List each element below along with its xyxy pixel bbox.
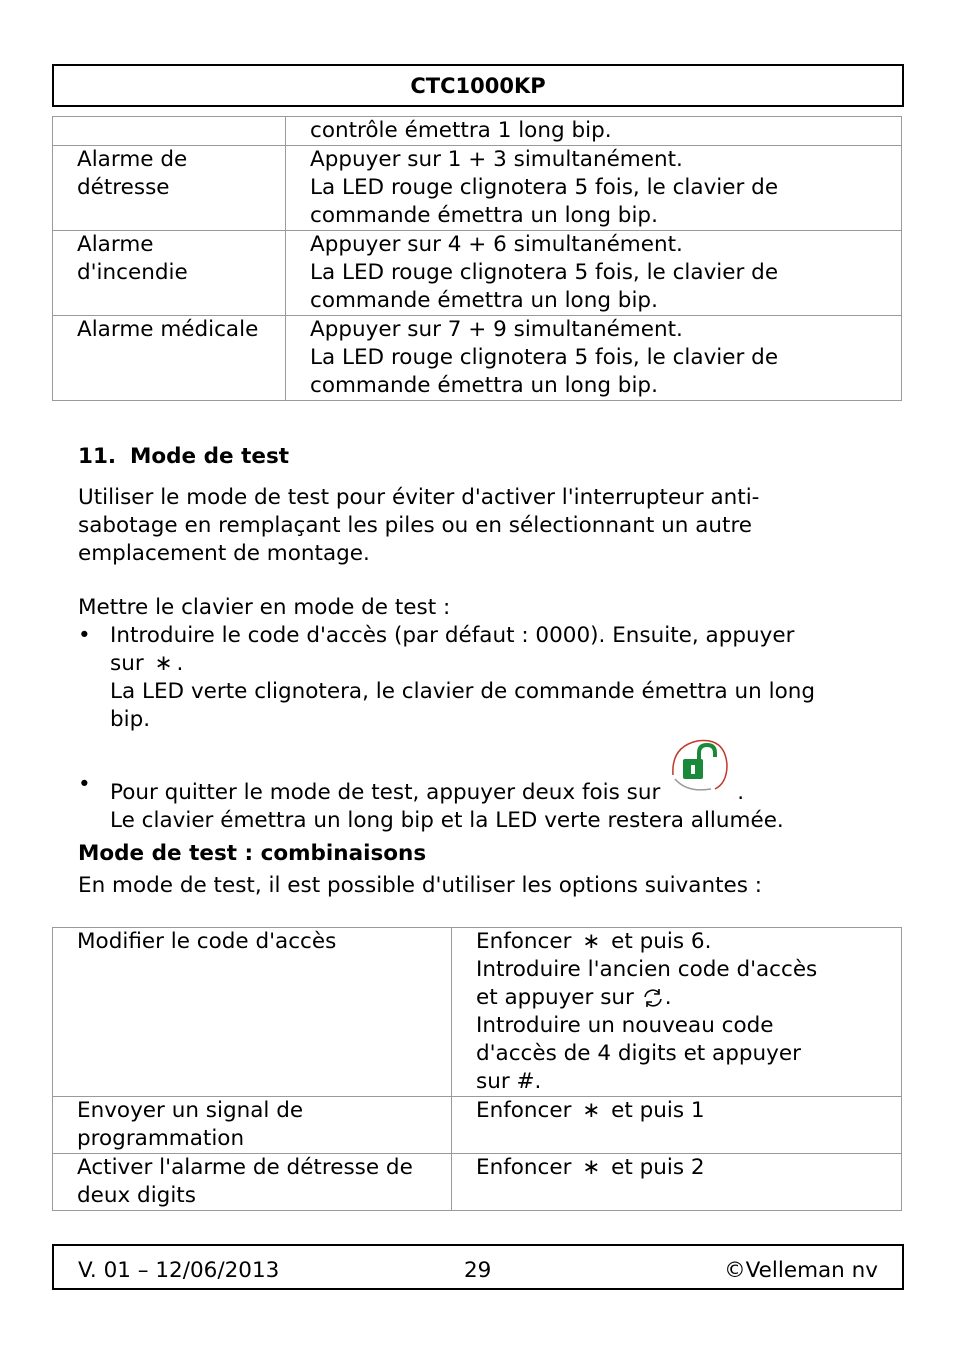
- bullet-dot: •: [78, 623, 91, 648]
- table-row: [53, 146, 902, 231]
- table-cell-desc: Appuyer sur 4 + 6 simultanément. La LED rouge clignotera 5 fois, le clavier de commande émettra un long bip.: [286, 231, 902, 316]
- table-cell-label: Alarme médicale: [53, 316, 286, 401]
- table-cell-label: Alarme de détresse: [53, 146, 286, 231]
- table-cell-desc: Appuyer sur 7 + 9 simultanément. La LED rouge clignotera 5 fois, le clavier de commande émettra un long bip.: [286, 316, 902, 401]
- star-key-icon: ∗: [154, 651, 173, 676]
- table-row: [53, 1154, 902, 1211]
- combinations-table: [52, 927, 902, 1211]
- document-header: [52, 64, 904, 107]
- footer-copyright: ©Velleman nv: [724, 1258, 878, 1283]
- sub-heading: Mode de test : combinaisons: [78, 841, 427, 866]
- table-cell-desc: Enfoncer ∗ et puis 6. Introduire l'ancien code d'accès et appuyer sur . Introduire un nouveau code d'accès de 4 digits et appuyer sur #.: [452, 928, 902, 1097]
- refresh-icon: [641, 987, 665, 1009]
- table-cell-label: Modifier le code d'accès: [53, 928, 452, 1097]
- table-row: [53, 231, 902, 316]
- table-cell-label: Envoyer un signal de programmation: [53, 1097, 452, 1154]
- star-key-icon: ∗: [582, 929, 601, 954]
- table-row: [53, 1097, 902, 1154]
- star-key-icon: ∗: [582, 1155, 601, 1180]
- table-cell-label: Activer l'alarme de détresse de deux digits: [53, 1154, 452, 1211]
- table-row: [53, 928, 902, 1097]
- table-cell-desc: Enfoncer ∗ et puis 2: [452, 1154, 902, 1211]
- section-number: 11.: [78, 444, 117, 469]
- table-cell-label: [53, 117, 286, 146]
- header-title: CTC1000KP: [410, 73, 546, 98]
- footer-page-number: 29: [464, 1258, 492, 1283]
- intro-paragraph: Utiliser le mode de test pour éviter d'activer l'interrupteur anti- sabotage en remplaçant les piles ou en sélectionnant un autre emplacement de montage.: [78, 485, 760, 566]
- sub-intro: En mode de test, il est possible d'utiliser les options suivantes :: [78, 873, 763, 898]
- star-key-icon: ∗: [582, 1098, 601, 1123]
- table-cell-desc: contrôle émettra 1 long bip.: [286, 117, 902, 146]
- section-heading: [78, 443, 289, 471]
- table-cell-desc: Enfoncer ∗ et puis 1: [452, 1097, 902, 1154]
- table-cell-desc: Appuyer sur 1 + 3 simultanément. La LED rouge clignotera 5 fois, le clavier de commande émettra un long bip.: [286, 146, 902, 231]
- table-row: [53, 117, 902, 146]
- unlock-icon: [667, 735, 733, 795]
- document-footer: [52, 1244, 904, 1290]
- alarm-table: [52, 116, 902, 401]
- enter-test-label: Mettre le clavier en mode de test :: [78, 595, 451, 620]
- bullet-dot: •: [78, 772, 91, 797]
- table-cell-label: Alarme d'incendie: [53, 231, 286, 316]
- section-title: Mode de test: [130, 444, 290, 469]
- table-row: [53, 316, 902, 401]
- footer-version: V. 01 – 12/06/2013: [78, 1258, 280, 1283]
